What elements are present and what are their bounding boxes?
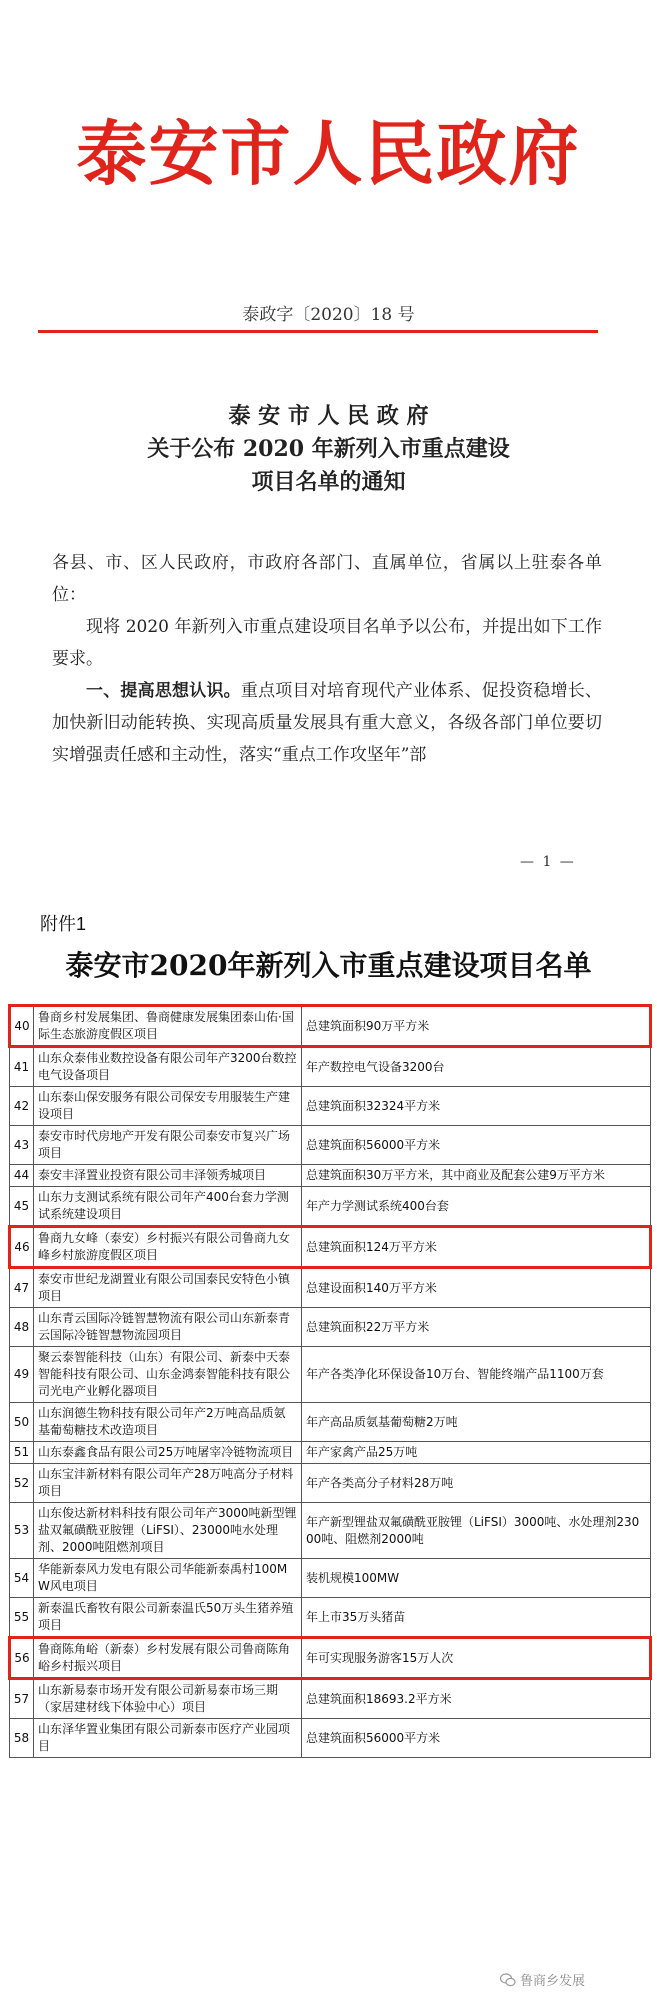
- row-number: 40: [10, 1006, 34, 1047]
- project-name-cell: 山东众泰伟业数控设备有限公司年产3200台数控电气设备项目: [34, 1047, 302, 1087]
- notice-body: [52, 547, 602, 771]
- project-name-cell: 山东新易泰市场开发有限公司新易泰市场三期（家居建材线下体验中心）项目: [34, 1679, 302, 1719]
- table-row: [10, 1268, 651, 1308]
- watermark-text: 鲁商乡发展: [520, 1974, 586, 1989]
- table-row: [10, 1126, 651, 1165]
- project-name-cell: 山东泽华置业集团有限公司新泰市医疗产业园项目: [34, 1719, 302, 1758]
- recipients-line: 各县、市、区人民政府，市政府各部门、直属单位，省属以上驻泰各单位：: [52, 553, 602, 605]
- paragraph-1: 现将 2020 年新列入市重点建设项目名单予以公布，并提出如下工作要求。: [52, 617, 602, 669]
- project-scale-cell: 总建筑面积90万平方米: [302, 1006, 651, 1047]
- notice-title-line-1: 泰 安 市 人 民 政 府: [228, 403, 429, 429]
- project-name-cell: 山东青云国际冷链智慧物流有限公司山东新泰青云国际冷链智慧物流园项目: [34, 1308, 302, 1347]
- project-scale-cell: 年产各类高分子材料28万吨: [302, 1464, 651, 1503]
- paragraph-2-heading: 一、提高思想认识。: [86, 681, 241, 701]
- table-row: [10, 1047, 651, 1087]
- project-scale-cell: 总建筑面积56000平方米: [302, 1126, 651, 1165]
- project-name-cell: 山东泰山保安服务有限公司保安专用服装生产建设项目: [34, 1087, 302, 1126]
- row-number: 48: [10, 1308, 34, 1347]
- row-number: 46: [10, 1227, 34, 1268]
- project-scale-cell: 年产高品质氨基葡萄糖2万吨: [302, 1403, 651, 1442]
- project-name-cell: 聚云泰智能科技（山东）有限公司、新泰中天泰智能科技有限公司、山东金鸿泰智能科技有限公司光电产业孵化器项目: [34, 1347, 302, 1403]
- row-number: 43: [10, 1126, 34, 1165]
- project-scale-cell: 年产数控电气设备3200台: [302, 1047, 651, 1087]
- project-name-cell: 新泰温氏畜牧有限公司新泰温氏50万头生猪养殖项目: [34, 1598, 302, 1638]
- project-name-cell: 山东润德生物科技有限公司年产2万吨高品质氨基葡萄糖技术改造项目: [34, 1403, 302, 1442]
- project-name-cell: 泰安市时代房地产开发有限公司泰安市复兴广场项目: [34, 1126, 302, 1165]
- row-number: 50: [10, 1403, 34, 1442]
- row-number: 58: [10, 1719, 34, 1758]
- project-scale-cell: 年上市35万头猪苗: [302, 1598, 651, 1638]
- table-row: [10, 1187, 651, 1227]
- table-row: [10, 1403, 651, 1442]
- table-row: [10, 1347, 651, 1403]
- row-number: 53: [10, 1503, 34, 1559]
- project-scale-cell: 装机规模100MW: [302, 1559, 651, 1598]
- row-number: 49: [10, 1347, 34, 1403]
- project-name-cell: 鲁商乡村发展集团、鲁商健康发展集团泰山佑·国际生态旅游度假区项目: [34, 1006, 302, 1047]
- table-row: [10, 1559, 651, 1598]
- project-scale-cell: 总建筑面积18693.2平方米: [302, 1679, 651, 1719]
- project-scale-cell: 总建筑面积32324平方米: [302, 1087, 651, 1126]
- document-number: 泰政字〔2020〕18 号: [242, 305, 415, 325]
- table-row: [10, 1165, 651, 1187]
- row-number: 47: [10, 1268, 34, 1308]
- project-name-cell: 山东俊达新材料科技有限公司年产3000吨新型锂盐双氟磺酰亚胺锂（LiFSI）、23000吨水处理剂、2000吨阻燃剂项目: [34, 1503, 302, 1559]
- attachment-label: 附件1: [40, 914, 87, 934]
- project-name-cell: 山东力支测试系统有限公司年产400台套力学测试系统建设项目: [34, 1187, 302, 1227]
- table-row: [10, 1464, 651, 1503]
- notice-title-line-2: 关于公布 2020 年新列入市重点建设: [147, 436, 510, 462]
- table-row-highlighted: [10, 1006, 651, 1047]
- project-scale-cell: 年产新型锂盐双氟磺酰亚胺锂（LiFSI）3000吨、水处理剂23000吨、阻燃剂2000吨: [302, 1503, 651, 1559]
- project-name-cell: 鲁商九女峰（泰安）乡村振兴有限公司鲁商九女峰乡村旅游度假区项目: [34, 1227, 302, 1268]
- paragraph-2-body: 重点项目对培育现代产业体系、促投资稳增长、加快新旧动能转换、实现高质量发展具有重大意义，各级各部门单位要切实增强责任感和主动性，落实“重点工作攻坚年”部: [52, 681, 603, 765]
- project-scale-cell: 总建筑面积56000平方米: [302, 1719, 651, 1758]
- row-number: 57: [10, 1679, 34, 1719]
- project-name-cell: 鲁商陈角峪（新泰）乡村发展有限公司鲁商陈角峪乡村振兴项目: [34, 1638, 302, 1679]
- project-table-body: [10, 1006, 651, 1758]
- table-row: [10, 1308, 651, 1347]
- project-scale-cell: 总建筑面积22万平方米: [302, 1308, 651, 1347]
- project-scale-cell: 总建筑面积124万平方米: [302, 1227, 651, 1268]
- project-name-cell: 山东宝沣新材料有限公司年产28万吨高分子材料项目: [34, 1464, 302, 1503]
- attachment-title: 泰安市2020年新列入市重点建设项目名单: [65, 949, 592, 982]
- table-row-highlighted: [10, 1227, 651, 1268]
- notice-title: [0, 400, 657, 499]
- row-number: 45: [10, 1187, 34, 1227]
- row-number: 42: [10, 1087, 34, 1126]
- page-number: — 1 —: [520, 854, 576, 870]
- row-number: 52: [10, 1464, 34, 1503]
- row-number: 55: [10, 1598, 34, 1638]
- project-scale-cell: 总建设面积140万平方米: [302, 1268, 651, 1308]
- project-name-cell: 泰安市世纪龙湖置业有限公司国泰民安特色小镇项目: [34, 1268, 302, 1308]
- paragraph-2: [52, 675, 602, 771]
- project-name-cell: 泰安丰泽置业投资有限公司丰泽领秀城项目: [34, 1165, 302, 1187]
- wechat-icon: [500, 1973, 516, 1987]
- project-table: [8, 1004, 652, 1758]
- table-row: [10, 1087, 651, 1126]
- watermark: [500, 1970, 585, 1989]
- project-scale-cell: 年产力学测试系统400台套: [302, 1187, 651, 1227]
- project-name-cell: 华能新泰风力发电有限公司华能新泰禹村100MW风电项目: [34, 1559, 302, 1598]
- table-row: [10, 1598, 651, 1638]
- project-scale-cell: 总建筑面积30万平方米，其中商业及配套公建9万平方米: [302, 1165, 651, 1187]
- project-name-cell: 山东泰鑫食品有限公司25万吨屠宰冷链物流项目: [34, 1442, 302, 1464]
- row-number: 51: [10, 1442, 34, 1464]
- notice-title-line-3: 项目名单的通知: [251, 469, 406, 495]
- table-row: [10, 1503, 651, 1559]
- row-number: 56: [10, 1638, 34, 1679]
- project-scale-cell: 年产各类净化环保设备10万台、智能终端产品1100万套: [302, 1347, 651, 1403]
- table-row-highlighted: [10, 1638, 651, 1679]
- table-row: [10, 1442, 651, 1464]
- row-number: 54: [10, 1559, 34, 1598]
- table-row: [10, 1719, 651, 1758]
- red-divider-line: [38, 330, 598, 333]
- table-row: [10, 1679, 651, 1719]
- row-number: 41: [10, 1047, 34, 1087]
- project-scale-cell: 年产家禽产品25万吨: [302, 1442, 651, 1464]
- row-number: 44: [10, 1165, 34, 1187]
- government-document-page: [0, 0, 657, 890]
- project-scale-cell: 年可实现服务游客15万人次: [302, 1638, 651, 1679]
- government-header-title: 泰安市人民政府: [76, 112, 581, 195]
